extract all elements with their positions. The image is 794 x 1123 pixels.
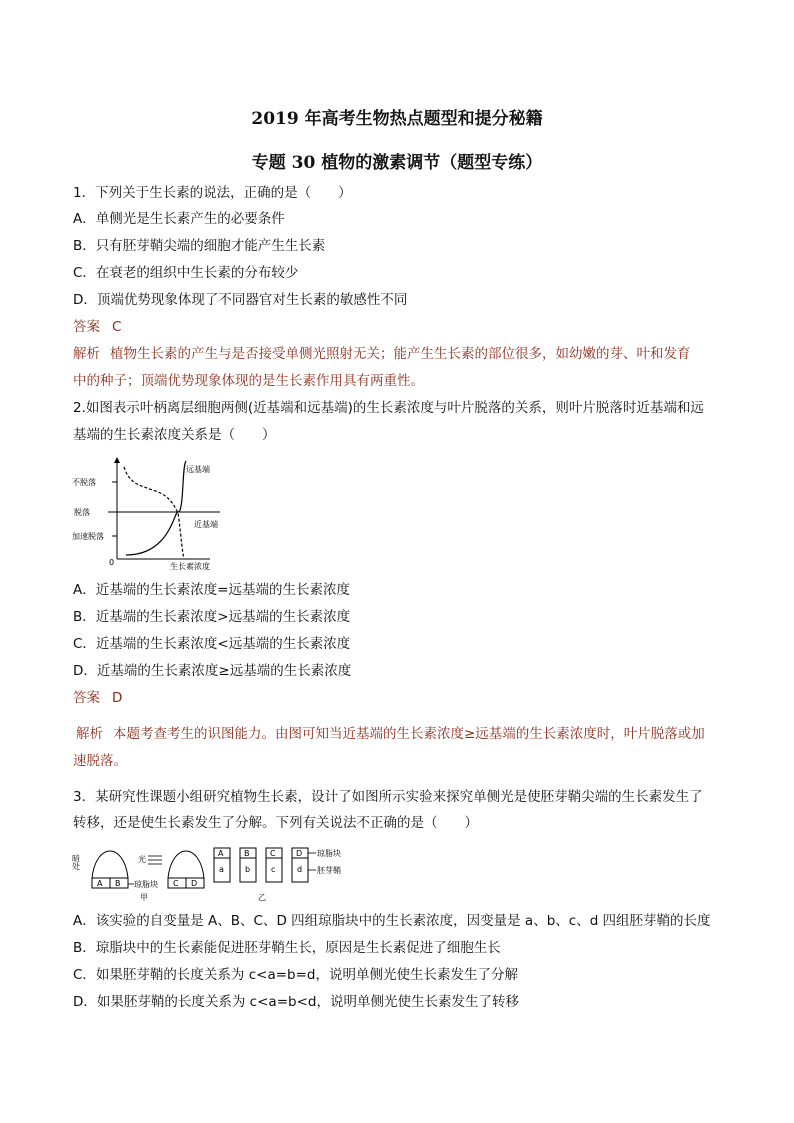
q3-col-D-upper: D bbox=[296, 849, 303, 858]
q3-light-label: 光 bbox=[138, 855, 146, 864]
q2-stem-cont: 基端的生长素浓度关系是（ ） bbox=[73, 427, 276, 443]
q3-col-c-lower: c bbox=[271, 865, 276, 874]
q3-coleoptile-light bbox=[168, 851, 204, 878]
q2-option-c: C．近基端的生长素浓度<远基端的生长素浓度 bbox=[73, 636, 351, 652]
q3-option-d: D．如果胚芽鞘的长度关系为 c<a=b<d，说明单侧光使生长素发生了转移 bbox=[73, 994, 519, 1010]
answer-tag: 答案 bbox=[73, 690, 100, 706]
q3-option-b: B．琼脂块中的生长素能促进胚芽鞘生长，原因是生长素促进了细胞生长 bbox=[73, 940, 501, 956]
q3-block-D-bottom-label: D bbox=[191, 879, 198, 888]
answer-value: D bbox=[112, 690, 123, 706]
q3-col-b-lower: b bbox=[245, 865, 251, 874]
q2-stem: 2.如图表示叶柄离层细胞两侧(近基端和远基端)的生长素浓度与叶片脱落的关系，则叶片脱落时近基端和远 bbox=[73, 400, 704, 416]
q2-figure bbox=[70, 455, 250, 575]
q1-option-a: A．单侧光是生长素产生的必要条件 bbox=[73, 211, 285, 227]
explanation-tag: 解析 bbox=[76, 726, 103, 742]
q2-explanation bbox=[76, 725, 705, 743]
q3-option-a: A．该实验的自变量是 A、B、C、D 四组琼脂块中的生长素浓度，因变量是 a、b、c、d 四组胚芽鞘的长度 bbox=[73, 913, 711, 929]
q3-agar-label: 琼脂块 bbox=[134, 880, 158, 889]
q1-option-b: B．只有胚芽鞘尖端的细胞才能产生生长素 bbox=[73, 238, 326, 254]
explanation-text: 植物生长素的产生与是否接受单侧光照射无关；能产生生长素的部位很多，如幼嫩的芽、叶和发育 bbox=[110, 346, 691, 362]
q2-option-d: D．近基端的生长素浓度≥远基端的生长素浓度 bbox=[73, 663, 352, 679]
q3-coleoptile-dark bbox=[92, 851, 128, 878]
q3-coleoptile-label: 胚芽鞘 bbox=[317, 866, 341, 875]
q1-option-d: D．顶端优势现象体现了不同器官对生长素的敏感性不同 bbox=[73, 292, 408, 308]
q3-col-C-upper: C bbox=[270, 849, 276, 858]
answer-value: C bbox=[112, 319, 122, 335]
doc-subtitle: 专题 30 植物的激素调节（题型专练） bbox=[251, 153, 543, 173]
q3-option-c: C．如果胚芽鞘的长度关系为 c<a=b=d，说明单侧光使生长素发生了分解 bbox=[73, 967, 518, 983]
q1-answer bbox=[73, 318, 121, 336]
q3-yi-label: 乙 bbox=[258, 893, 266, 902]
q2-origin-label: 0 bbox=[109, 558, 115, 567]
q2-far-curve-label: 远基端 bbox=[186, 465, 210, 474]
q1-stem: 1．下列关于生长素的说法，正确的是（ ） bbox=[73, 185, 352, 201]
q3-block-A-bottom-label: A bbox=[97, 879, 103, 888]
q1-option-c: C．在衰老的组织中生长素的分布较少 bbox=[73, 265, 299, 281]
q3-block-B-bottom-label: B bbox=[115, 879, 121, 888]
q2-near-curve-label: 近基端 bbox=[194, 520, 218, 529]
q2-answer bbox=[73, 689, 122, 707]
q3-col-B-upper: B bbox=[244, 849, 250, 858]
q3-figure bbox=[71, 842, 366, 906]
q3-dark-label: 暗处 bbox=[71, 854, 81, 870]
q2-far-curve bbox=[126, 461, 186, 555]
q3-jia-label: 甲 bbox=[140, 893, 148, 902]
q2-option-b: B．近基端的生长素浓度>远基端的生长素浓度 bbox=[73, 609, 351, 625]
explanation-tag: 解析 bbox=[73, 346, 100, 362]
q2-near-curve bbox=[124, 467, 184, 559]
q3-block-C-bottom-label: C bbox=[173, 879, 179, 888]
explanation-text: 本题考查考生的识图能力。由图可知当近基端的生长素浓度≥远基端的生长素浓度时，叶片脱落或加 bbox=[113, 726, 705, 742]
q3-stem: 3．某研究性课题小组研究植物生长素，设计了如图所示实验来探究单侧光是使胚芽鞘尖端的生长素发生了 bbox=[73, 789, 703, 805]
q3-col-A-upper: A bbox=[218, 849, 224, 858]
q3-agar-block-label: 琼脂块 bbox=[317, 849, 341, 858]
q1-explanation-cont: 中的种子；顶端优势现象体现的是生长素作用具有两重性。 bbox=[73, 373, 424, 389]
q2-x-label: 生长素浓度 bbox=[170, 562, 210, 571]
q2-y-label-abscission: 脱落 bbox=[74, 508, 90, 517]
q3-stem-cont: 转移，还是使生长素发生了分解。下列有关说法不正确的是（ ） bbox=[73, 815, 478, 831]
q2-option-a: A．近基端的生长素浓度=远基端的生长素浓度 bbox=[73, 582, 351, 598]
doc-title: 2019 年高考生物热点题型和提分秘籍 bbox=[251, 109, 543, 129]
answer-tag: 答案 bbox=[73, 319, 100, 335]
q2-y-label-no-abscission: 不脱落 bbox=[72, 478, 96, 487]
q3-col-d-lower: d bbox=[297, 865, 303, 874]
q1-explanation bbox=[73, 345, 691, 363]
q3-col-a-lower: a bbox=[219, 865, 224, 874]
q2-y-label-accelerated: 加速脱落 bbox=[72, 532, 104, 541]
q2-y-arrow bbox=[114, 457, 120, 463]
q2-explanation-cont: 速脱落。 bbox=[73, 753, 127, 769]
